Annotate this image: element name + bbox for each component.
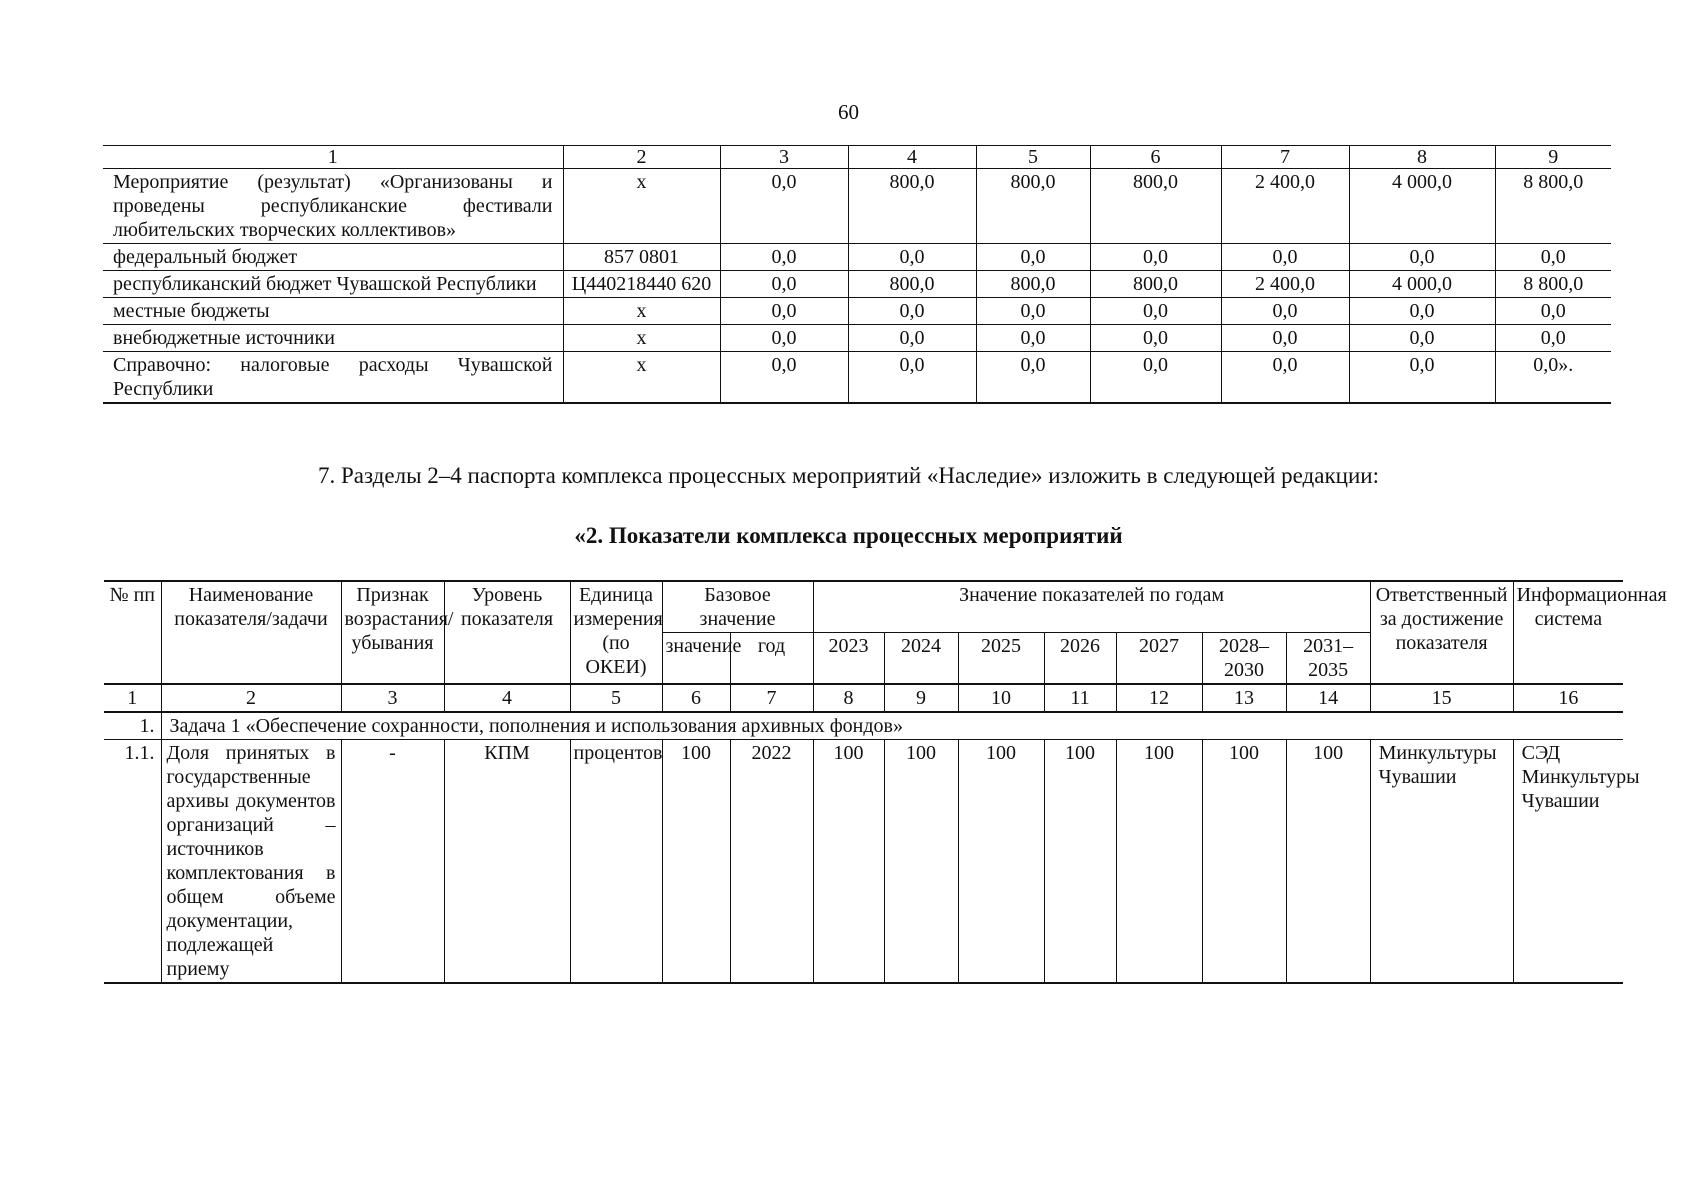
cell-value: 0,0 bbox=[720, 352, 848, 404]
indicators-header-row bbox=[104, 581, 1623, 633]
budget-code: х bbox=[563, 325, 720, 352]
row-label: Справочно: налоговые расходы Чувашской Республики bbox=[103, 352, 563, 404]
cell-value: 0,0 bbox=[976, 325, 1090, 352]
funding-table bbox=[103, 145, 1611, 404]
row-label: республиканский бюджет Чувашской Республики bbox=[103, 271, 563, 298]
table-row bbox=[103, 325, 1611, 352]
cell-value: 0,0 bbox=[848, 352, 976, 404]
header-year: 2024 bbox=[884, 633, 958, 685]
indicator-sign: - bbox=[341, 740, 444, 984]
budget-code: 857 0801 bbox=[563, 244, 720, 271]
column-number: 2 bbox=[563, 146, 720, 169]
table-row bbox=[103, 298, 1611, 325]
header-year: 2025 bbox=[958, 633, 1044, 685]
task-number: 1. bbox=[104, 712, 161, 740]
column-number: 11 bbox=[1044, 684, 1116, 712]
cell-value: 0,0 bbox=[848, 244, 976, 271]
column-number: 7 bbox=[730, 684, 813, 712]
cell-value: 0,0 bbox=[1221, 325, 1349, 352]
table-row bbox=[103, 352, 1611, 404]
header-base-year: год bbox=[730, 633, 813, 685]
header-responsible: Ответственный за достижение показателя bbox=[1370, 581, 1513, 684]
cell-value: 0,0 bbox=[1349, 352, 1495, 404]
header-info-system: Информационная система bbox=[1513, 581, 1623, 684]
column-number: 16 bbox=[1513, 684, 1623, 712]
cell-value: 0,0 bbox=[976, 298, 1090, 325]
column-number: 3 bbox=[720, 146, 848, 169]
indicators-table bbox=[104, 580, 1667, 984]
column-number: 5 bbox=[570, 684, 662, 712]
indicator-base-year: 2022 bbox=[730, 740, 813, 984]
cell-value: 0,0 bbox=[1221, 244, 1349, 271]
budget-code: х bbox=[563, 352, 720, 404]
indicator-value: 100 bbox=[1044, 740, 1116, 984]
header-year: 2027 bbox=[1116, 633, 1202, 685]
column-number: 15 bbox=[1370, 684, 1513, 712]
indicator-value: 100 bbox=[1202, 740, 1286, 984]
indicator-number: 1.1. bbox=[104, 740, 161, 984]
column-number: 14 bbox=[1286, 684, 1370, 712]
indicator-responsible: Минкультуры Чувашии bbox=[1370, 740, 1513, 984]
cell-value: 0,0 bbox=[720, 325, 848, 352]
column-number: 9 bbox=[884, 684, 958, 712]
cell-value: 0,0 bbox=[1090, 244, 1221, 271]
column-number: 4 bbox=[444, 684, 570, 712]
column-number: 13 bbox=[1202, 684, 1286, 712]
budget-code: Ц440218440 620 bbox=[563, 271, 720, 298]
header-values-by-year: Значение показателей по годам bbox=[813, 581, 1370, 633]
budget-code: х bbox=[563, 298, 720, 325]
budget-code: х bbox=[563, 169, 720, 244]
cell-value: 0,0 bbox=[720, 244, 848, 271]
indicator-value: 100 bbox=[958, 740, 1044, 984]
page-number: 60 bbox=[838, 100, 859, 124]
indicator-info-system: СЭД Минкультуры Чувашии bbox=[1513, 740, 1623, 984]
cell-value: 0,0 bbox=[1349, 325, 1495, 352]
cell-value: 0,0 bbox=[1495, 298, 1611, 325]
column-number: 9 bbox=[1495, 146, 1611, 169]
section-heading: «2. Показатели комплекса процессных мероприятий bbox=[574, 523, 1123, 548]
column-number: 8 bbox=[1349, 146, 1495, 169]
indicator-unit: процентов bbox=[570, 740, 662, 984]
header-num: № пп bbox=[104, 581, 161, 684]
cell-value: 800,0 bbox=[976, 271, 1090, 298]
indicator-level: КПМ bbox=[444, 740, 570, 984]
cell-value: 0,0 bbox=[1349, 298, 1495, 325]
task-title: Задача 1 «Обеспечение сохранности, пополнения и использования архивных фондов» bbox=[161, 712, 1623, 740]
amendment-paragraph: 7. Разделы 2–4 паспорта комплекса процессных мероприятий «Наследие» изложить в следующей редакции: bbox=[318, 463, 1379, 488]
cell-value: 4 000,0 bbox=[1349, 169, 1495, 244]
column-number: 1 bbox=[103, 146, 563, 169]
indicator-name: Доля принятых в государственные архивы документов организаций – источников комплектования в общем объеме документации, подлежащей приему bbox=[161, 740, 341, 984]
row-label: федеральный бюджет bbox=[103, 244, 563, 271]
column-number: 4 bbox=[848, 146, 976, 169]
header-year: 2031–2035 bbox=[1286, 633, 1370, 685]
column-number: 2 bbox=[161, 684, 341, 712]
task-row bbox=[104, 712, 1623, 740]
cell-value: 800,0 bbox=[1090, 169, 1221, 244]
header-year: 2023 bbox=[813, 633, 884, 685]
column-number: 7 bbox=[1221, 146, 1349, 169]
cell-value: 0,0 bbox=[848, 325, 976, 352]
header-unit: Единица измерения (по ОКЕИ) bbox=[570, 581, 662, 684]
column-number: 1 bbox=[104, 684, 161, 712]
cell-value: 0,0 bbox=[720, 298, 848, 325]
header-level: Уровень показателя bbox=[444, 581, 570, 684]
indicator-value: 100 bbox=[1286, 740, 1370, 984]
cell-value: 800,0 bbox=[848, 169, 976, 244]
indicator-value: 100 bbox=[813, 740, 884, 984]
cell-value: 0,0 bbox=[976, 244, 1090, 271]
cell-value: 8 800,0 bbox=[1495, 271, 1611, 298]
table-row bbox=[103, 271, 1611, 298]
column-number: 6 bbox=[1090, 146, 1221, 169]
column-number: 3 bbox=[341, 684, 444, 712]
cell-value: 0,0 bbox=[976, 352, 1090, 404]
cell-value: 0,0 bbox=[1090, 352, 1221, 404]
cell-value: 0,0 bbox=[720, 271, 848, 298]
header-base: Базовое значение bbox=[662, 581, 813, 633]
cell-value: 800,0 bbox=[976, 169, 1090, 244]
column-numbers-row bbox=[104, 684, 1623, 712]
table-row bbox=[103, 169, 1611, 244]
cell-value: 4 000,0 bbox=[1349, 271, 1495, 298]
cell-value: 0,0 bbox=[1495, 244, 1611, 271]
header-name: Наименование показателя/задачи bbox=[161, 581, 341, 684]
column-number: 5 bbox=[976, 146, 1090, 169]
indicator-value: 100 bbox=[884, 740, 958, 984]
cell-value: 0,0 bbox=[1221, 352, 1349, 404]
cell-value: 800,0 bbox=[1090, 271, 1221, 298]
header-base-value: значение bbox=[662, 633, 730, 685]
row-label: внебюджетные источники bbox=[103, 325, 563, 352]
column-number: 8 bbox=[813, 684, 884, 712]
indicator-base-value: 100 bbox=[662, 740, 730, 984]
header-year: 2026 bbox=[1044, 633, 1116, 685]
cell-value: 0,0 bbox=[1349, 244, 1495, 271]
indicator-value: 100 bbox=[1116, 740, 1202, 984]
cell-value: 0,0 bbox=[720, 169, 848, 244]
column-number: 10 bbox=[958, 684, 1044, 712]
header-year: 2028–2030 bbox=[1202, 633, 1286, 685]
row-label: Мероприятие (результат) «Организованы и проведены республиканские фестивали любительских творческих коллективов» bbox=[103, 169, 563, 244]
column-number: 6 bbox=[662, 684, 730, 712]
cell-value: 800,0 bbox=[848, 271, 976, 298]
cell-value: 2 400,0 bbox=[1221, 271, 1349, 298]
cell-value: 0,0 bbox=[1090, 325, 1221, 352]
cell-value: 8 800,0 bbox=[1495, 169, 1611, 244]
cell-value: 0,0 bbox=[1495, 325, 1611, 352]
cell-value: 2 400,0 bbox=[1221, 169, 1349, 244]
indicator-row bbox=[104, 740, 1623, 984]
table-row bbox=[103, 244, 1611, 271]
column-number: 12 bbox=[1116, 684, 1202, 712]
funding-table-header-row bbox=[103, 146, 1611, 169]
cell-value: 0,0 bbox=[848, 298, 976, 325]
cell-value: 0,0 bbox=[1090, 298, 1221, 325]
cell-value: 0,0 bbox=[1221, 298, 1349, 325]
header-sign: Признак возрастания/убывания bbox=[341, 581, 444, 684]
cell-value: 0,0». bbox=[1495, 352, 1611, 404]
row-label: местные бюджеты bbox=[103, 298, 563, 325]
